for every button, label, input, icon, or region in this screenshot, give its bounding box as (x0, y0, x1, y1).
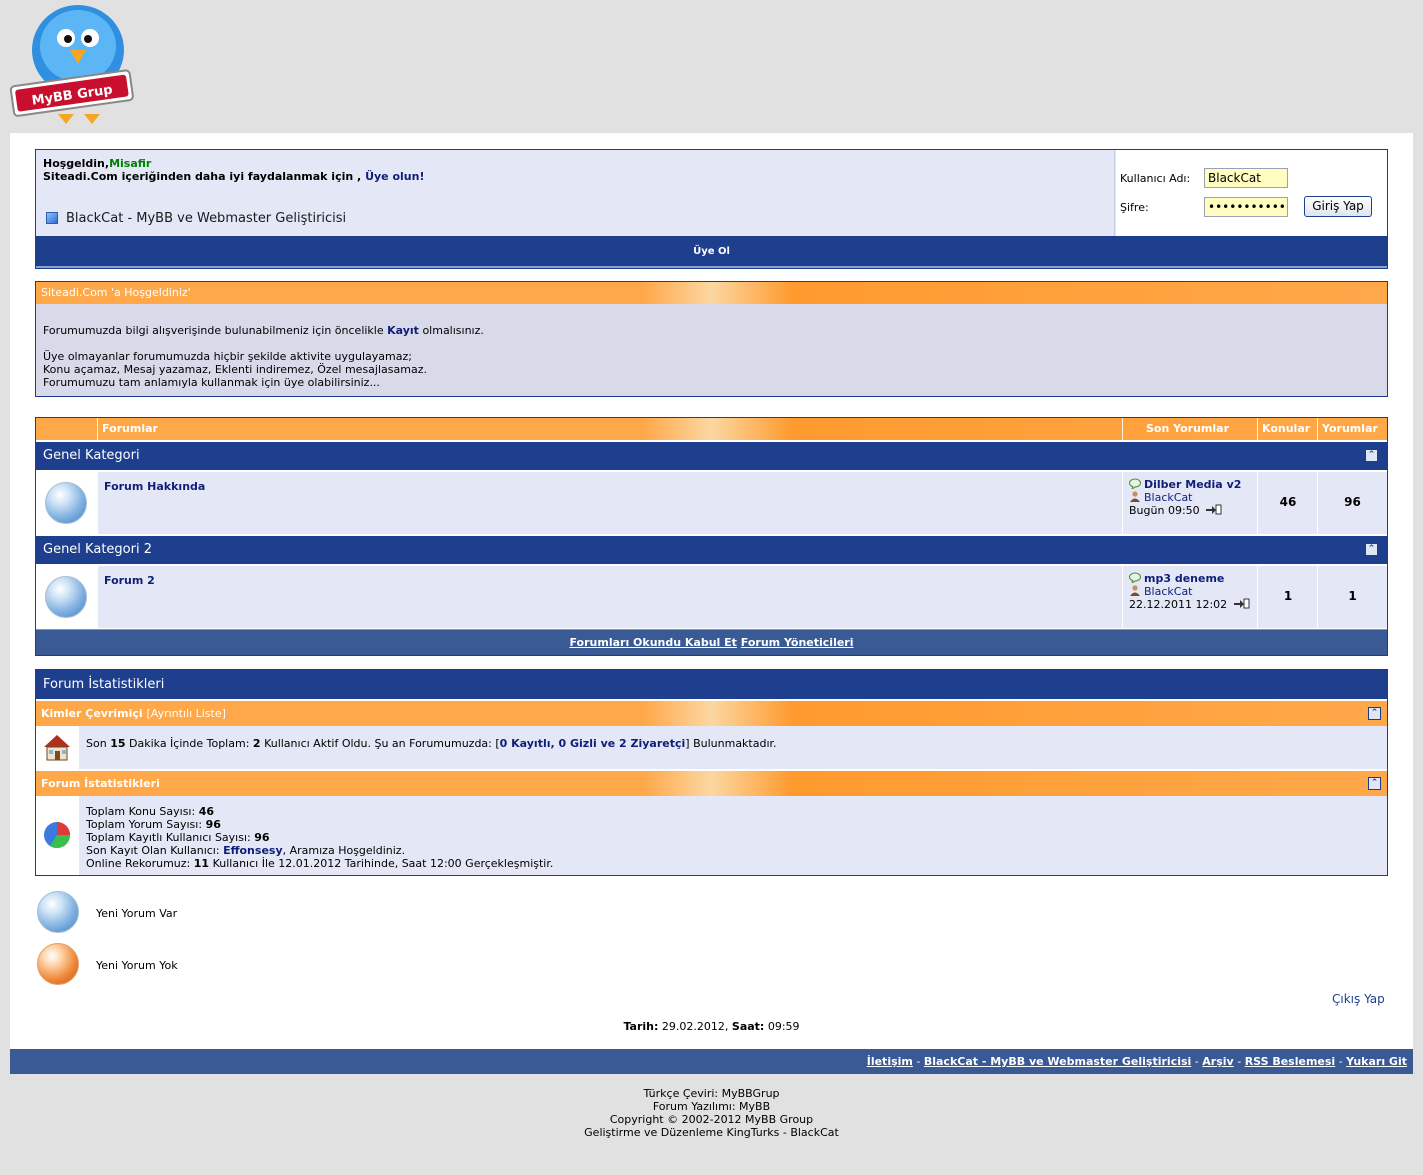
category-row[interactable] (36, 536, 1387, 564)
online-breakdown-link[interactable]: 0 Kayıtlı, 0 Gizli ve 2 Ziyaretçi (499, 737, 686, 750)
moderators-link[interactable]: Forum Yöneticileri (740, 636, 854, 649)
site-title-text: BlackCat - MyBB ve Webmaster Geliştiricisi (66, 211, 347, 226)
globe-icon (45, 576, 87, 618)
contact-link[interactable]: İletişim (866, 1055, 913, 1068)
header-last-posts: Son Yorumlar (1146, 422, 1229, 435)
forum-status-cell (36, 566, 98, 628)
legend-new: Yeni Yorum Var (96, 907, 178, 920)
collapse-icon[interactable]: ⌃ (1368, 707, 1381, 720)
online-header[interactable] (36, 701, 1387, 726)
info-title: Siteadi.Com 'a Hoşgeldiniz' (36, 282, 1387, 304)
last-post-date: 22.12.2011 12:02 (1129, 598, 1228, 611)
last-post-title[interactable]: Dilber Media v2 (1144, 478, 1242, 491)
forum-link[interactable]: Forum Hakkında (104, 480, 206, 493)
legend-no-new: Yeni Yorum Yok (96, 959, 178, 972)
threads-count: 46 (1279, 495, 1297, 509)
forums-table (35, 417, 1388, 656)
header-posts: Yorumlar (1322, 422, 1378, 435)
pie-chart-icon (36, 796, 79, 875)
user-icon (1129, 491, 1141, 502)
register-bar[interactable]: Üye Ol (36, 236, 1387, 266)
posts-count: 1 (1348, 589, 1357, 603)
last-post-title[interactable]: mp3 deneme (1144, 572, 1225, 585)
header (0, 0, 1423, 133)
welcome-panel (35, 149, 1388, 269)
collapse-icon[interactable]: ⌃ (1365, 543, 1378, 556)
welcome-greeting (43, 157, 424, 183)
last-post-info (1129, 572, 1249, 611)
threads-count: 1 (1283, 589, 1293, 603)
house-icon (36, 726, 79, 769)
forum-status-cell (36, 472, 98, 534)
register-link[interactable]: Üye olun! (365, 170, 425, 183)
speech-bubble-icon (1129, 572, 1141, 583)
greeting-text: Hoşgeldin, (43, 157, 110, 170)
go-top-link[interactable]: Yukarı Git (1346, 1055, 1407, 1068)
svg-text:MyBB Grup: MyBB Grup (30, 82, 114, 109)
main-container (10, 133, 1413, 1049)
header-threads: Konular (1262, 422, 1311, 435)
rss-link[interactable]: RSS Beslemesi (1244, 1055, 1336, 1068)
copyright-line: Forum Yazılımı: MyBB (652, 1100, 771, 1113)
date-time: Tarih: 29.02.2012, Saat: 09:59 (623, 1020, 800, 1033)
posts-count: 96 (1344, 495, 1361, 509)
last-post-info (1129, 478, 1241, 517)
last-post-cell (1123, 566, 1258, 628)
copyright-line: Türkçe Çeviri: MyBBGrup (643, 1087, 780, 1100)
new-posts-globe-icon (37, 891, 79, 933)
globe-icon (45, 482, 87, 524)
password-input[interactable] (1204, 197, 1288, 217)
info-line2: Üye olmayanlar forumumuzda hiçbir şekilde aktivite uygulayamaz; (43, 350, 412, 363)
forum-stats-box (35, 669, 1388, 876)
intro-text: Siteadi.Com içeriğinden daha iyi faydalanmak için , (43, 170, 362, 183)
login-form (1116, 150, 1387, 236)
info-line3: Konu açamaz, Mesaj yazamaz, Eklenti indiremez, Özel mesajlasamaz. (43, 363, 427, 376)
login-button[interactable]: Giriş Yap (1304, 196, 1372, 217)
online-text: Son 15 Dakika İçinde Toplam: 2 Kullanıcı Aktif Oldu. Şu an Forumumuzda: [0 Kayıtlı, 0 Gizli ve 2 Ziyaretçi] Bulunmaktadır. (86, 737, 777, 750)
stats-title: Forum İstatistikleri (36, 670, 1387, 699)
logout-link[interactable]: Çıkış Yap (1332, 992, 1385, 1006)
forums-table-header (36, 418, 1387, 440)
online-header-text: Kimler Çevrimiçi (41, 707, 143, 720)
goto-last-post-icon[interactable] (1206, 504, 1218, 515)
stats-header-text: Forum İstatistikleri (41, 777, 160, 790)
bottom-nav: İletişim - BlackCat - MyBB ve Webmaster Geliştiricisi - Arşiv - RSS Beslemesi - Yukarı Git (10, 1049, 1413, 1074)
no-new-posts-globe-icon (37, 943, 79, 985)
info-line1-end: olmalısınız. (422, 324, 484, 337)
forum-row (36, 566, 1387, 628)
copyright (0, 1087, 1423, 1139)
last-post-user[interactable]: BlackCat (1144, 491, 1193, 504)
archive-link[interactable]: Arşiv (1202, 1055, 1234, 1068)
mark-read-link[interactable]: Forumları Okundu Kabul Et (569, 636, 737, 649)
info-body (43, 324, 484, 389)
info-line4: Forumumuzu tam anlamıyla kullanmak için üye olabilirsiniz... (43, 376, 380, 389)
register-bar-divider (36, 266, 1387, 268)
mybb-grup-logo[interactable] (8, 2, 138, 130)
forum-row (36, 472, 1387, 534)
bird-logo-icon (8, 2, 138, 130)
header-forums: Forumlar (102, 422, 158, 435)
user-icon (1129, 585, 1141, 596)
site-link[interactable]: BlackCat - MyBB ve Webmaster Geliştiricisi (923, 1055, 1192, 1068)
username-input[interactable] (1204, 168, 1288, 188)
forums-table-footer (36, 629, 1387, 655)
site-title[interactable] (46, 212, 346, 226)
info-register-link[interactable]: Kayıt (387, 324, 419, 337)
copyright-line: Copyright © 2002-2012 MyBB Group (609, 1113, 814, 1126)
password-label: Şifre: (1120, 201, 1149, 214)
stats-text: Toplam Konu Sayısı: 46 Toplam Yorum Sayısı: 96 Toplam Kayıtlı Kullanıcı Sayısı: 96 Son Kayıt Olan Kullanıcı: Effonsesy, Aramıza Hoşgeldiniz. Online Rekorumuz: 11 Kullanıcı İle 12.01.2012 Tarihinde, Saat 12:00 Gerçekleşmiştir. (86, 805, 554, 870)
last-post-cell (1123, 472, 1258, 534)
copyright-line: Geliştirme ve Düzenleme KingTurks - BlackCat (584, 1126, 839, 1139)
online-row (36, 726, 1387, 769)
welcome-left (36, 150, 1115, 236)
stats-header[interactable] (36, 771, 1387, 796)
stats-row (36, 796, 1387, 875)
category-row[interactable] (36, 442, 1387, 470)
speech-bubble-icon (1129, 478, 1141, 489)
category-name: Genel Kategori 2 (43, 542, 152, 557)
last-post-user[interactable]: BlackCat (1144, 585, 1193, 598)
collapse-icon[interactable]: ⌃ (1365, 449, 1378, 462)
site-title-icon (46, 212, 58, 224)
last-post-date: Bugün 09:50 (1129, 504, 1200, 517)
username-label: Kullanıcı Adı: (1120, 172, 1191, 185)
category-name: Genel Kategori (43, 448, 140, 463)
newest-user-link[interactable]: Effonsesy (223, 844, 283, 857)
info-line1: Forumumuzda bilgi alışverişinde bulunabilmeniz için öncelikle (43, 324, 384, 337)
welcome-info-box (35, 281, 1388, 397)
goto-last-post-icon[interactable] (1234, 598, 1246, 609)
guest-name: Misafir (109, 157, 152, 170)
forum-link[interactable]: Forum 2 (104, 574, 155, 587)
collapse-icon[interactable]: ⌃ (1368, 777, 1381, 790)
online-detail-link[interactable]: [Ayrıntılı Liste] (146, 707, 226, 720)
